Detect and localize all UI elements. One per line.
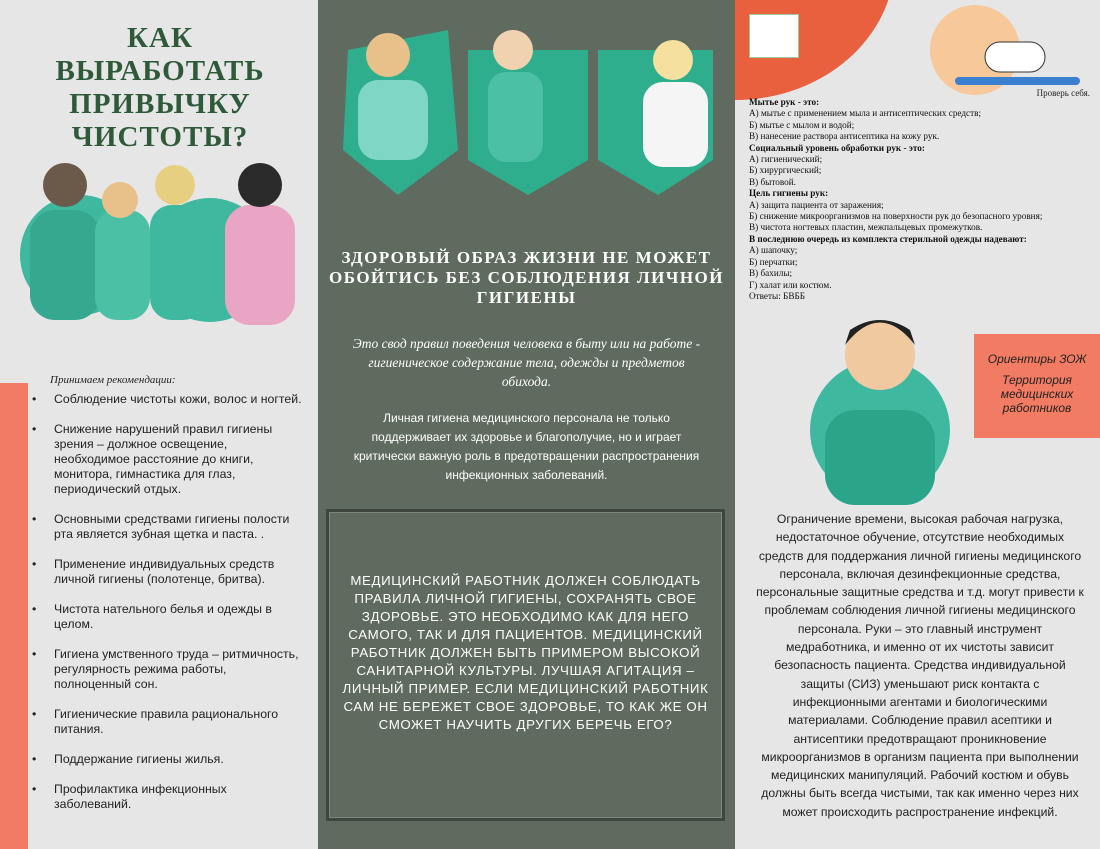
quiz-question: В последнюю очередь из комплекта стерильной одежды надевают:	[749, 233, 1027, 244]
quiz-option: Б) перчатки;	[749, 256, 798, 267]
quiz-option: В) бахилы;	[749, 268, 793, 279]
quiz-option: В) бытовой.	[749, 176, 796, 187]
quiz-question: Мытье рук - это:	[749, 97, 820, 107]
callout-box	[326, 509, 725, 821]
quiz-option: В) чистота ногтевых пластин, межпальцевых промежутков.	[749, 222, 983, 233]
quiz-option: А) защита пациента от заражения;	[749, 199, 884, 210]
dental-hygiene-illustration	[915, 2, 1090, 100]
middle-panel	[318, 0, 735, 849]
quiz-option: Б) снижение микроорганизмов на поверхности рук до безопасного уровня;	[749, 211, 1043, 222]
page-title: КАК ВЫРАБОТАТЬ ПРИВЫЧКУ ЧИСТОТЫ?	[55, 22, 265, 153]
left-panel	[0, 0, 318, 849]
middle-heading: ЗДОРОВЫЙ ОБРАЗ ЖИЗНИ НЕ МОЖЕТ ОБОЙТИСЬ БЕЗ СОБЛЮДЕНИЯ ЛИЧНОЙ ГИГИЕНЫ	[328, 248, 725, 307]
list-item: • Снижение нарушений правил гигиены зрения – должное освещение, необходимое расстояние до книги, монитора, гимнастика для глаз, периодический отдых.	[32, 422, 302, 497]
list-item: • Поддержание гигиены жилья.	[32, 752, 302, 767]
check-yourself-label: Проверь себя.	[1036, 88, 1090, 98]
recommendations-heading: Принимаем рекомендации:	[50, 374, 176, 386]
intro-paragraph: Личная гигиена медицинского персонала не только поддерживает их здоровье и благополучие, но и играет критически важную роль в предотвращении распространения инфекционных заболеваний.	[353, 411, 700, 482]
quiz-option: В) нанесение раствора антисептика на кожу рук.	[749, 131, 940, 142]
quiz-option: А) мытье с применением мыла и антисептических средств;	[749, 108, 982, 119]
quiz-option: Г) халат или костюм.	[749, 279, 832, 290]
quiz-option: А) шапочку;	[749, 245, 798, 256]
quiz-answers: Ответы: БВББ	[749, 290, 806, 301]
quiz	[749, 97, 1094, 302]
recommendations-list	[32, 392, 302, 827]
medical-staff-illustration	[328, 10, 728, 200]
list-item: • Гигиена умственного труда – ритмичность, регулярность режима работы, полноценный сон.	[32, 647, 302, 692]
quiz-question: Социальный уровень обработки рук - это:	[749, 142, 925, 153]
list-item: • Соблюдение чистоты кожи, волос и ногтей.	[32, 392, 302, 407]
callout-text: МЕДИЦИНСКИЙ РАБОТНИК ДОЛЖЕН СОБЛЮДАТЬ ПРАВИЛА ЛИЧНОЙ ГИГИЕНЫ, СОХРАНЯТЬ СВОЕ ЗДОРОВЬЕ. ЭТО НЕОБХОДИМО КАК ДЛЯ НЕГО САМОГО, ТАК И ДЛЯ ПАЦИЕНТОВ. МЕДИЦИНСКИЙ РАБОТНИК ДОЛЖЕН БЫТЬ ПРИМЕРОМ ВЫСОКОЙ САНИТАРНОЙ КУЛЬТУРЫ. ЛУЧШАЯ АГИТАЦИЯ – ЛИЧНЫЙ ПРИМЕР. ЕСЛИ МЕДИЦИНСКИЙ РАБОТНИК САМ НЕ БЕРЕЖЕТ СВОЕ ЗДОРОВЬЕ, ТО КАК ЖЕ ОН СМОЖЕТ НАУЧИТЬ ДРУГИХ БЕРЕЧЬ ЕГО?	[342, 573, 709, 732]
coral-accent-bar	[0, 383, 28, 849]
list-item: • Профилактика инфекционных заболеваний.	[32, 782, 302, 812]
people-illustration	[10, 150, 310, 350]
list-item: • Чистота нательного белья и одежды в целом.	[32, 602, 302, 632]
orientation-subtitle: Территория медицинских работников	[1000, 373, 1074, 415]
list-item: • Гигиенические правила рационального питания.	[32, 707, 302, 737]
quiz-option: Б) мытье с мылом и водой;	[749, 119, 855, 130]
definition-text: Это свод правил поведения человека в быту или на работе - гигиеническое содержание тела, одежды и предметов обихода.	[352, 336, 701, 389]
logo	[749, 14, 799, 58]
list-item: • Применение индивидуальных средств личной гигиены (полотенце, бритва).	[32, 557, 302, 587]
list-item: • Основными средствами гигиены полости рта является зубная щетка и паста. .	[32, 512, 302, 542]
quiz-option: Б) хирургический;	[749, 165, 822, 176]
doctor-illustration	[790, 300, 970, 505]
quiz-option: А) гигиенический;	[749, 154, 823, 165]
orientation-badge	[974, 334, 1100, 438]
staff-hygiene-text: Ограничение времени, высокая рабочая нагрузка, недостаточное обучение, отсутствие необходимых средств для поддержания личной гигиены медицинского персонала, включая дезинфекционные средства, персональные защитные средства и т.д. могут привести к проблемам соблюдения личной гигиены медицинского персонала. Руки – это главный инструмент медработника, и именно от их чистоты зависит безопасность пациента. Средства индивидуальной защиты (СИЗ) уменьшают риск контакта с инфекционными агентами и биологическими материалами. Соблюдение правил асептики и антисептики предотвращают проникновение микроорганизмов в организм пациента при выполнении медицинских манипуляций. Рабочий костюм и обувь должны быть всегда чистыми, так как именно через них может происходить распространение инфекций.	[756, 512, 1084, 819]
quiz-question: Цель гигиены рук:	[749, 188, 829, 199]
orientation-title: Ориентиры ЗОЖ	[987, 352, 1087, 366]
right-panel	[735, 0, 1100, 849]
